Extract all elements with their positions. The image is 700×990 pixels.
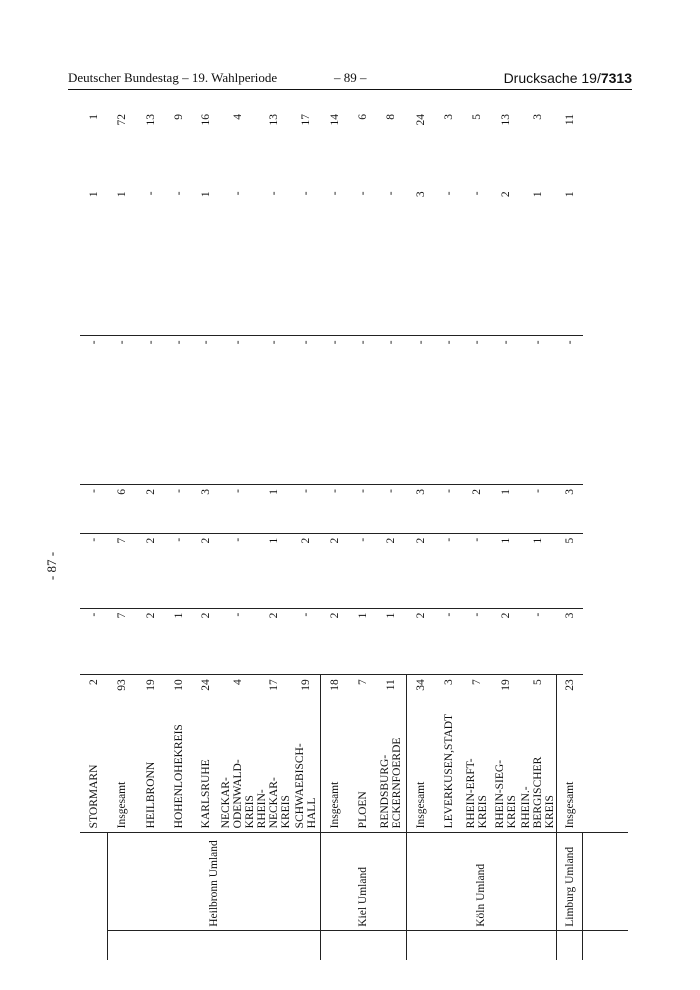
value-cell: - bbox=[435, 485, 463, 534]
value-cell: 10 bbox=[172, 679, 185, 691]
value-cell: 3 bbox=[192, 485, 220, 534]
value-cell: 5 bbox=[557, 533, 583, 608]
table-row bbox=[406, 110, 435, 960]
kreis-cell: STORMARN bbox=[80, 744, 107, 833]
table-row bbox=[165, 110, 192, 960]
kreis-cell: SCHWAEBISCH-HALL bbox=[292, 744, 320, 833]
value-cell: 3 bbox=[557, 485, 583, 534]
value-cell: 5 bbox=[532, 679, 544, 685]
value-cell: 1 bbox=[350, 608, 376, 675]
kreis-cell: NECKAR-ODENWALD-KREIS bbox=[220, 744, 256, 833]
value-cell: 1 bbox=[557, 187, 583, 336]
value-cell: 2 bbox=[136, 485, 165, 534]
value-cell: 3 bbox=[532, 114, 545, 120]
value-cell: 1 bbox=[491, 533, 520, 608]
header-rule bbox=[68, 89, 632, 90]
value-cell: 4 bbox=[232, 114, 244, 120]
table-row bbox=[220, 110, 256, 960]
region-cell: Limburg Umland bbox=[557, 833, 583, 930]
value-cell: - bbox=[350, 485, 376, 534]
value-cell: 2 bbox=[192, 533, 220, 608]
value-cell: 11 bbox=[384, 679, 397, 691]
value-cell: 7 bbox=[107, 608, 136, 675]
value-cell: 19 bbox=[144, 679, 157, 691]
value-cell: - bbox=[463, 533, 491, 608]
value-cell: - bbox=[292, 336, 320, 485]
value-cell: - bbox=[192, 336, 220, 485]
value-cell: 6 bbox=[107, 485, 136, 534]
value-cell: - bbox=[256, 336, 292, 485]
value-cell: 1 bbox=[520, 187, 557, 336]
value-cell: 1 bbox=[520, 533, 557, 608]
table-row bbox=[107, 110, 136, 960]
kreis-cell: Insgesamt bbox=[557, 744, 583, 833]
table-body bbox=[80, 110, 628, 960]
value-cell: 13 bbox=[144, 114, 157, 126]
value-cell: - bbox=[220, 187, 256, 336]
table-row bbox=[256, 110, 292, 960]
value-cell: - bbox=[376, 485, 406, 534]
value-cell: 1 bbox=[491, 485, 520, 534]
value-cell: 24 bbox=[200, 679, 212, 691]
value-cell: 3 bbox=[406, 485, 435, 534]
kreis-cell: PLOEN bbox=[350, 744, 376, 833]
kreis-cell: Insgesamt bbox=[406, 744, 435, 833]
table-row bbox=[80, 110, 107, 960]
kreis-cell: RHEIN-SIEG-KREIS bbox=[491, 744, 520, 833]
header-drucksache bbox=[504, 70, 632, 86]
value-cell: - bbox=[256, 187, 292, 336]
value-cell: 17 bbox=[300, 114, 312, 126]
region-cell: Heilbronn Umland bbox=[107, 833, 320, 930]
value-cell: 2 bbox=[320, 533, 350, 608]
value-cell: 3 bbox=[443, 679, 455, 685]
value-cell: 1 bbox=[256, 485, 292, 534]
kreis-cell: RENDSBURG-ECKERNFOERDE bbox=[376, 744, 406, 833]
value-cell: - bbox=[292, 187, 320, 336]
value-cell: - bbox=[220, 533, 256, 608]
header-page-number: – 89 – bbox=[334, 70, 367, 85]
value-cell: 5 bbox=[471, 114, 483, 120]
table-row bbox=[583, 110, 628, 960]
kreis-cell: RHEIN-NECKAR-KREIS bbox=[256, 744, 292, 833]
value-cell: - bbox=[435, 608, 463, 675]
value-cell: 2 bbox=[491, 187, 520, 336]
value-cell: - bbox=[320, 187, 350, 336]
value-cell: 9 bbox=[172, 114, 185, 120]
header-left-text: Deutscher Bundestag – 19. Wahlperiode bbox=[68, 70, 278, 85]
region-cell: Köln Umland bbox=[406, 833, 557, 930]
table-row bbox=[491, 110, 520, 960]
value-cell: 11 bbox=[563, 114, 576, 126]
value-cell: 3 bbox=[443, 114, 455, 120]
value-cell: - bbox=[350, 533, 376, 608]
value-cell: - bbox=[406, 336, 435, 485]
table-row bbox=[136, 110, 165, 960]
value-cell: 1 bbox=[376, 608, 406, 675]
value-cell: - bbox=[520, 336, 557, 485]
value-cell: 2 bbox=[406, 608, 435, 675]
value-cell: - bbox=[220, 608, 256, 675]
value-cell: 2 bbox=[87, 679, 100, 685]
drucksache-label: Drucksache bbox=[503, 70, 578, 86]
table-row bbox=[350, 110, 376, 960]
value-cell: - bbox=[520, 608, 557, 675]
value-cell: - bbox=[463, 608, 491, 675]
value-cell: - bbox=[165, 336, 192, 485]
value-cell: - bbox=[520, 485, 557, 534]
value-cell: - bbox=[220, 336, 256, 485]
value-cell: 13 bbox=[268, 114, 280, 126]
value-cell: 2 bbox=[136, 608, 165, 675]
value-cell: 4 bbox=[232, 679, 244, 685]
value-cell: 2 bbox=[192, 608, 220, 675]
value-cell: - bbox=[136, 187, 165, 336]
table-row bbox=[292, 110, 320, 960]
value-cell: 1 bbox=[80, 187, 107, 336]
value-cell: 7 bbox=[471, 679, 483, 685]
value-cell: 8 bbox=[385, 114, 397, 120]
value-cell: 14 bbox=[329, 114, 341, 126]
table-row bbox=[376, 110, 406, 960]
value-cell: 23 bbox=[557, 675, 583, 744]
value-cell: - bbox=[376, 336, 406, 485]
value-cell: 2 bbox=[256, 608, 292, 675]
value-cell: 1 bbox=[87, 114, 100, 120]
value-cell: - bbox=[80, 533, 107, 608]
value-cell: - bbox=[435, 533, 463, 608]
kreis-cell: Insgesamt bbox=[320, 744, 350, 833]
value-cell: 6 bbox=[357, 114, 369, 120]
drucksache-number-bold: 7313 bbox=[600, 70, 632, 86]
value-cell: - bbox=[491, 336, 520, 485]
value-cell: 7 bbox=[357, 679, 369, 685]
value-cell: - bbox=[165, 485, 192, 534]
drucksache-number: 19/ bbox=[581, 70, 601, 86]
value-cell: 2 bbox=[320, 608, 350, 675]
value-cell: - bbox=[136, 336, 165, 485]
value-cell: 2 bbox=[136, 533, 165, 608]
kreis-cell: RHEIN.-BERGISCHER KREIS bbox=[520, 744, 557, 833]
kreis-cell: LEVERKUSEN,STADT bbox=[435, 744, 463, 833]
value-cell: - bbox=[165, 533, 192, 608]
rotated-table-container bbox=[80, 110, 576, 960]
value-cell: - bbox=[165, 187, 192, 336]
value-cell: - bbox=[557, 336, 583, 485]
value-cell: 2 bbox=[463, 485, 491, 534]
kreis-cell: KARLSRUHE bbox=[192, 744, 220, 833]
value-cell: 2 bbox=[376, 533, 406, 608]
value-cell: - bbox=[80, 336, 107, 485]
kreis-cell: HEILBRONN bbox=[136, 744, 165, 833]
value-cell: 24 bbox=[414, 114, 427, 126]
table-row bbox=[320, 110, 350, 960]
value-cell: - bbox=[463, 336, 491, 485]
value-cell: - bbox=[435, 187, 463, 336]
value-cell: 1 bbox=[107, 187, 136, 336]
value-cell: - bbox=[350, 187, 376, 336]
value-cell: - bbox=[80, 485, 107, 534]
value-cell: - bbox=[350, 336, 376, 485]
table-row bbox=[520, 110, 557, 960]
value-cell: - bbox=[320, 336, 350, 485]
value-cell: 1 bbox=[165, 608, 192, 675]
value-cell: 19 bbox=[299, 679, 312, 691]
statistics-table bbox=[80, 110, 628, 960]
region-cell: Kiel Umland bbox=[320, 833, 406, 930]
value-cell: 1 bbox=[192, 187, 220, 336]
value-cell: 2 bbox=[292, 533, 320, 608]
value-cell: - bbox=[220, 485, 256, 534]
table-row bbox=[463, 110, 491, 960]
value-cell: 18 bbox=[320, 675, 350, 744]
value-cell: 93 bbox=[115, 679, 128, 691]
value-cell: 2 bbox=[406, 533, 435, 608]
value-cell: - bbox=[292, 485, 320, 534]
value-cell: - bbox=[80, 608, 107, 675]
value-cell: 72 bbox=[115, 114, 128, 126]
value-cell: 2 bbox=[491, 608, 520, 675]
rotated-page-marker: - 87 - bbox=[44, 551, 59, 581]
value-cell: 19 bbox=[499, 679, 512, 691]
table-row bbox=[192, 110, 220, 960]
value-cell: - bbox=[320, 485, 350, 534]
value-cell: 17 bbox=[268, 679, 280, 691]
value-cell: - bbox=[292, 608, 320, 675]
value-cell: 3 bbox=[406, 187, 435, 336]
value-cell: - bbox=[107, 336, 136, 485]
value-cell: 34 bbox=[406, 675, 435, 744]
value-cell: - bbox=[435, 336, 463, 485]
value-cell: - bbox=[463, 187, 491, 336]
value-cell: 16 bbox=[200, 114, 212, 126]
kreis-cell: RHEIN-ERFT-KREIS bbox=[463, 744, 491, 833]
value-cell: 13 bbox=[499, 114, 512, 126]
table-row bbox=[557, 110, 583, 960]
value-cell: 3 bbox=[557, 608, 583, 675]
table-row bbox=[435, 110, 463, 960]
value-cell: 1 bbox=[256, 533, 292, 608]
value-cell: - bbox=[376, 187, 406, 336]
kreis-cell: HOHENLOHEKREIS bbox=[165, 744, 192, 833]
value-cell: 7 bbox=[107, 533, 136, 608]
kreis-cell: Insgesamt bbox=[107, 744, 136, 833]
